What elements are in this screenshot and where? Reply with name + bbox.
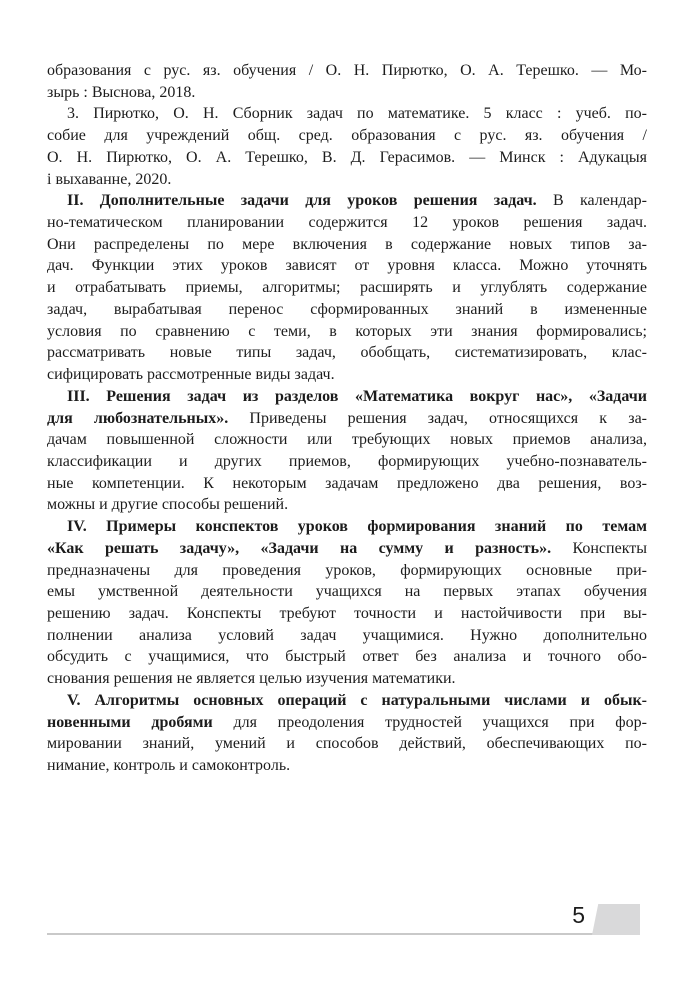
bold-text-segment: IV. Примеры конспектов уроков формирования знаний по темам — [67, 518, 647, 536]
text-line — [47, 538, 647, 560]
text-segment: Они распределены по мере включения в содержание новых типов за- — [47, 235, 647, 253]
text-line — [47, 147, 647, 169]
text-line — [47, 277, 647, 299]
text-line — [47, 364, 647, 386]
text-segment: мировании знаний, умений и способов действий, обеспечивающих по- — [47, 735, 647, 753]
bold-text-segment: для любознательных». — [47, 409, 229, 427]
text-segment: условия по сравнению с теми, в которых эти знания формировались; — [47, 322, 647, 340]
text-segment: рассматривать новые типы задач, обобщать, систематизировать, клас- — [47, 344, 647, 362]
text-line — [47, 212, 647, 234]
bold-text-segment: III. Решения задач из разделов «Математика вокруг нас», «Задачи — [67, 387, 647, 405]
text-segment: классификации и других приемов, формирующих учебно-познаватель- — [47, 452, 647, 470]
text-segment: собие для учреждений общ. сред. образования с рус. яз. обучения / — [47, 127, 647, 145]
text-segment: Приведены решения задач, относящихся к за- — [228, 409, 647, 427]
text-line — [47, 386, 647, 408]
text-line — [47, 190, 647, 212]
text-segment: снования решения не является целью изучения математики. — [47, 670, 456, 688]
text-line — [47, 451, 647, 473]
text-line — [47, 625, 647, 647]
text-line — [47, 712, 647, 734]
text-segment: В календар- — [536, 192, 647, 210]
text-segment: зырь : Выснова, 2018. — [47, 83, 196, 101]
text-line — [47, 234, 647, 256]
text-segment: и отрабатывать приемы, алгоритмы; расширять и углублять содержание — [47, 279, 647, 297]
text-line — [47, 255, 647, 277]
text-segment: і выхаванне, 2020. — [47, 170, 172, 188]
footer-rule — [47, 933, 640, 935]
text-segment: задач, вырабатывая перенос сформированных знаний в измененные — [47, 300, 647, 318]
bold-text-segment: V. Алгоритмы основных операций с натуральными числами и обык- — [67, 691, 647, 709]
text-line — [47, 321, 647, 343]
text-segment: дач. Функции этих уроков зависят от уровня класса. Можно уточнять — [47, 257, 647, 275]
text-segment: нимание, контроль и самоконтроль. — [47, 757, 291, 774]
bold-text-segment: новенными дробями — [47, 713, 213, 731]
text-line — [47, 125, 647, 147]
bold-text-segment: II. Дополнительные задачи для уроков решения задач. — [67, 192, 537, 210]
text-segment: 3. Пирютко, О. Н. Сборник задач по математике. 5 класс : учеб. по- — [67, 105, 647, 123]
text-segment: обсудить с учащимися, что быстрый ответ без анализа и точного обо- — [47, 648, 647, 666]
text-segment: можны и другие способы решений. — [47, 496, 289, 514]
text-segment: но-тематическом планировании содержится 12 уроков решения задач. — [47, 214, 647, 232]
text-line — [47, 668, 647, 690]
text-line — [47, 516, 647, 538]
text-segment: для преодоления трудностей учащихся при фор- — [212, 713, 647, 731]
text-line — [47, 603, 647, 625]
text-segment: О. Н. Пирютко, О. А. Терешко, В. Д. Герасимов. — Минск : Адукацыя — [47, 148, 647, 166]
text-segment: полнении анализа условий задач учащимися. Нужно дополнительно — [47, 626, 647, 644]
text-line — [47, 733, 647, 755]
text-line — [47, 494, 647, 516]
text-line — [47, 408, 647, 430]
bold-text-segment: «Как решать задачу», «Задачи на сумму и разность». — [47, 539, 552, 557]
text-segment: решению задач. Конспекты требуют точности и настойчивости при вы- — [47, 604, 647, 622]
text-line — [47, 690, 647, 712]
text-segment: Конспекты — [551, 539, 647, 557]
text-line — [47, 560, 647, 582]
text-line — [47, 755, 647, 777]
text-segment: емы умственной деятельности учащихся на первых этапах обучения — [47, 583, 647, 601]
text-line — [47, 646, 647, 668]
text-line — [47, 60, 647, 82]
text-segment: предназначены для проведения уроков, формирующих основные при- — [47, 561, 647, 579]
text-block — [47, 60, 647, 777]
text-line — [47, 103, 647, 125]
text-line — [47, 429, 647, 451]
text-segment: дачам повышенной сложности или требующих новых приемов анализа, — [47, 431, 647, 449]
text-line — [47, 169, 647, 191]
text-line — [47, 581, 647, 603]
text-segment: ные компетенции. К некоторым задачам предложено два решения, воз- — [47, 474, 647, 492]
text-line — [47, 342, 647, 364]
text-segment: сифицировать рассмотренные виды задач. — [47, 366, 335, 384]
text-line — [47, 299, 647, 321]
text-segment: образования с рус. яз. обучения / О. Н. Пирютко, О. А. Терешко. — Мо- — [47, 62, 647, 79]
text-line — [47, 82, 647, 104]
footer-tab-shape — [592, 904, 640, 935]
text-line — [47, 473, 647, 495]
page-number: 5 — [572, 902, 585, 928]
